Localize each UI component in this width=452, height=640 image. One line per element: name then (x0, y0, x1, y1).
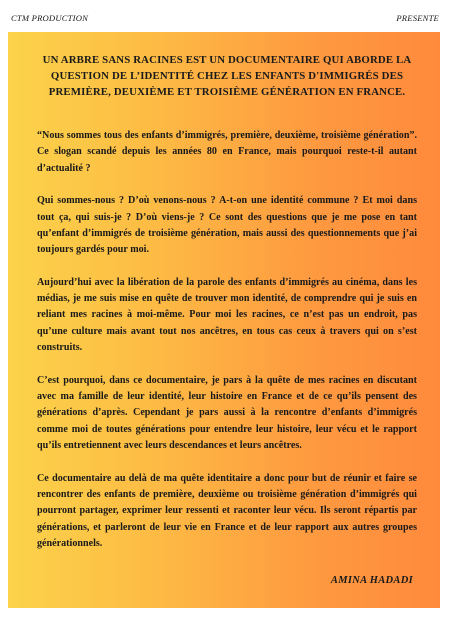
production-credit: CTM PRODUCTION (11, 13, 89, 23)
document-headline: UN ARBRE SANS RACINES EST UN DOCUMENTAIRE QUI ABORDE LA QUESTION DE L’IDENTITÉ CHEZ LES ENFANTS D'IMMIGRÉS DES PREMIÈRE, DEUXIÈME ET TROISIÈME GÉNÉRATION EN FRANCE. (42, 54, 412, 98)
document-body (37, 128, 417, 568)
paragraph-3: Aujourd’hui avec la libération de la parole des enfants d’immigrés au cinéma, dans les médias, je me suis mise en quête de trouver mon identité, de comprendre qui je suis en reliant mes racines à moi-même. Pour moi les racines, ce n’est pas un endroit, pas qu’une culture mais avant tout nos ancêtres, en tous cas ceux à travers qui on s’est construits. (37, 276, 417, 354)
document-panel (8, 32, 440, 608)
paragraph-1: “Nous sommes tous des enfants d’immigrés, première, deuxième, troisième génération”. Ce slogan scandé depuis les années 80 en France, mais pourquoi reste-t-il autant d’actualité ? (37, 130, 417, 174)
paragraph-5: Ce documentaire au delà de ma quête identitaire a donc pour but de réunir et faire se rencontrer des enfants de première, deuxième ou troisième génération d’immigrés qui pourront partager, exprimer leur ressenti et raconter leur vécu. Ils seront répartis par générations, et parleront de leur vie en France et de leur rapport aux autres groupes générationnels. (37, 472, 417, 549)
author-signature: AMINA HADADI (330, 575, 413, 586)
paragraph-4: C’est pourquoi, dans ce documentaire, je pars à la quête de mes racines en discutant avec ma famille de leur identité, leur histoire en France et de ce qu’ils pensent des générations d’après. Cependant je pars aussi à la rencontre d’enfants d’immigrés comme moi de toutes générations pour entendre leur histoire, leur vécu et le rapport qu’ils entretiennent avec leurs descendances et leurs ancêtres. (37, 374, 417, 451)
top-header (11, 13, 439, 25)
paragraph-2: Qui sommes-nous ? D’où venons-nous ? A-t-on une identité commune ? Et moi dans tout ça, qui suis-je ? D’où viens-je ? Ce sont des questions que je me pose en tant qu’enfant d’immigrés de troisième génération, mais aussi des questionnements que j’ai toujours gardés pour moi. (37, 195, 417, 256)
presents-label: PRESENTE (396, 13, 439, 23)
